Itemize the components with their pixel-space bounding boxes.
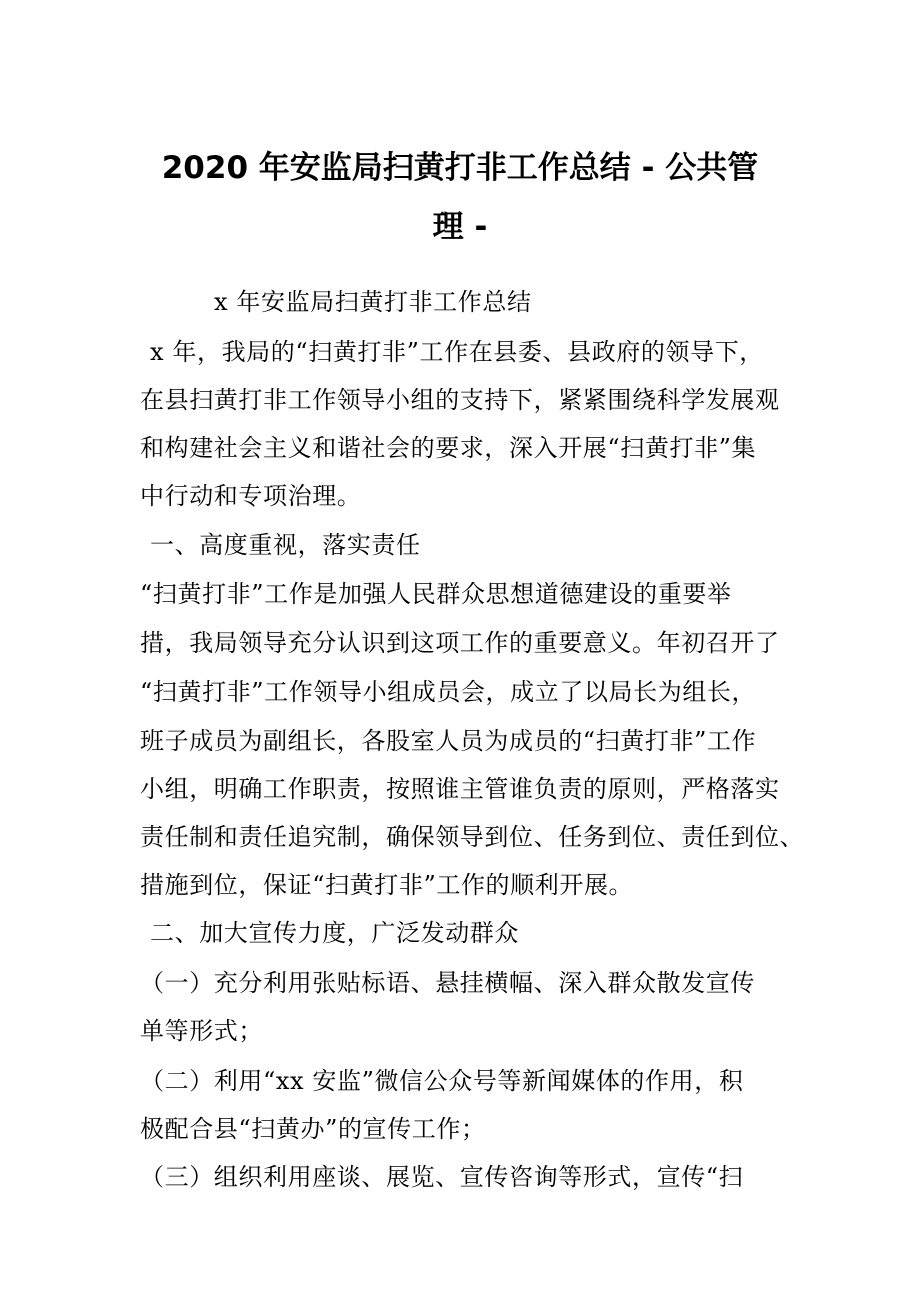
paragraph-line: 单等形式； [140,1017,263,1045]
paragraph-line: x 年，我局的“扫黄打非”工作在县委、县政府的领导下， [150,338,764,366]
section-heading: 一、高度重视，落实责任 [150,531,421,559]
paragraph-line: 责任制和责任追究制，确保领导到位、任务到位、责任到位、 [140,823,805,851]
document-title-line-1: 2020 年安监局扫黄打非工作总结 - 公共管 [161,150,759,186]
paragraph-line: 措施到位，保证“扫黄打非”工作的顺利开展。 [140,871,634,899]
document-title-line-2: 理 - [432,209,488,245]
paragraph-line: “扫黄打非”工作领导小组成员会，成立了以局长为组长， [140,678,757,706]
paragraph-line: 在县扫黄打非工作领导小组的支持下，紧紧围绕科学发展观 [140,386,780,414]
paragraph-line: 小组，明确工作职责，按照谁主管谁负责的原则，严格落实 [140,775,780,803]
section-heading: 二、加大宣传力度，广泛发动群众 [150,919,519,947]
list-item: （三）组织利用座谈、展览、宣传咨询等形式，宣传“扫 [140,1163,744,1191]
paragraph-line: 和构建社会主义和谐社会的要求，深入开展“扫黄打非”集 [140,434,757,462]
list-item: （一）充分利用张贴标语、悬挂横幅、深入群众散发宣传 [140,969,755,997]
paragraph-line: 班子成员为副组长，各股室人员为成员的“扫黄打非”工作 [140,727,757,755]
subtitle: x 年安监局扫黄打非工作总结 [214,288,532,316]
paragraph-line: 措，我局领导充分认识到这项工作的重要意义。年初召开了 [140,629,780,657]
paragraph-line: 极配合县“扫黄办”的宣传工作； [140,1115,486,1143]
paragraph-line: 中行动和专项治理。 [140,482,362,510]
list-item: （二）利用“xx 安监”微信公众号等新闻媒体的作用，积 [140,1067,744,1095]
paragraph-line: “扫黄打非”工作是加强人民群众思想道德建设的重要举 [140,580,732,608]
